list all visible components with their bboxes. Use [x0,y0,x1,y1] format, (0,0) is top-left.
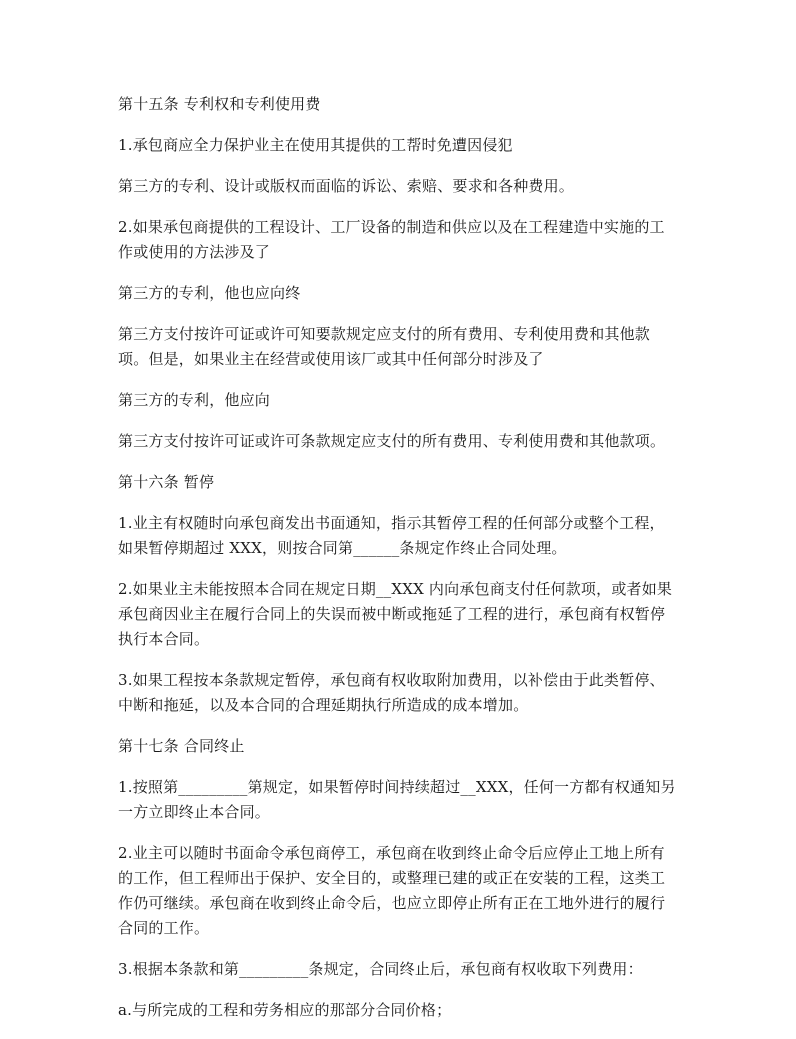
paragraph: 2.如果业主未能按照本合同在规定日期__XXX 内向承包商支付任何款项，或者如果承包商因业主在履行合同上的失误而被中断或拖延了工程的进行，承包商有权暂停执行本合同。 [118,580,673,648]
article-17-heading: 第十七条 合同终止 [118,737,245,755]
paragraph: 第三方的专利，他也应向终 [118,284,301,302]
paragraph: 2.业主可以随时书面命令承包商停工，承包商在收到终止命令后应停止工地上所有的工作，但工程师出于保护、安全目的，或整理已建的或正在安装的工程，这类工作仍可继续。承包商在收到终止命令后，也应立即停止所有正在工地外进行的履行合同的工作。 [118,844,666,937]
paragraph: 第三方支付按许可证或许可知要款规定应支付的所有费用、专利使用费和其他款项。但是，如果业主在经营或使用该厂或其中任何部分时涉及了 [118,325,651,368]
paragraph: a.与所完成的工程和劳务相应的那部分合同价格； [118,1001,452,1019]
paragraph: 1.承包商应全力保护业主在使用其提供的工帮时免遭因侵犯 [118,136,513,154]
paragraph: 3.如果工程按本条款规定暂停，承包商有权收取附加费用，以补偿由于此类暂停、中断和拖延，以及本合同的合理延期执行所造成的成本增加。 [118,671,665,714]
paragraph: 第三方的专利，他应向 [118,391,271,409]
paragraph: 2.如果承包商提供的工程设计、工厂设备的制造和供应以及在工程建造中实施的工作或使用的方法涉及了 [118,218,665,261]
paragraph: 1.按照第_________第规定，如果暂停时间持续超过__XXX，任何一方都有权通知另一方立即终止本合同。 [118,778,676,821]
paragraph: 第三方支付按许可证或许可条款规定应支付的所有费用、专利使用费和其他款项。 [118,432,666,450]
article-15-heading: 第十五条 专利权和专利使用费 [118,95,321,113]
paragraph: 第三方的专利、设计或版权而面临的诉讼、索赔、要求和各种费用。 [118,177,575,195]
document-page [118,92,678,1039]
paragraph: 1.业主有权随时向承包商发出书面通知，指示其暂停工程的任何部分或整个工程，如果暂停期超过 XXX，则按合同第______条规定作终止合同处理。 [118,514,665,557]
paragraph: 3.根据本条款和第_________条规定，合同终止后，承包商有权收取下列费用： [118,960,643,978]
article-16-heading: 第十六条 暂停 [118,473,215,491]
